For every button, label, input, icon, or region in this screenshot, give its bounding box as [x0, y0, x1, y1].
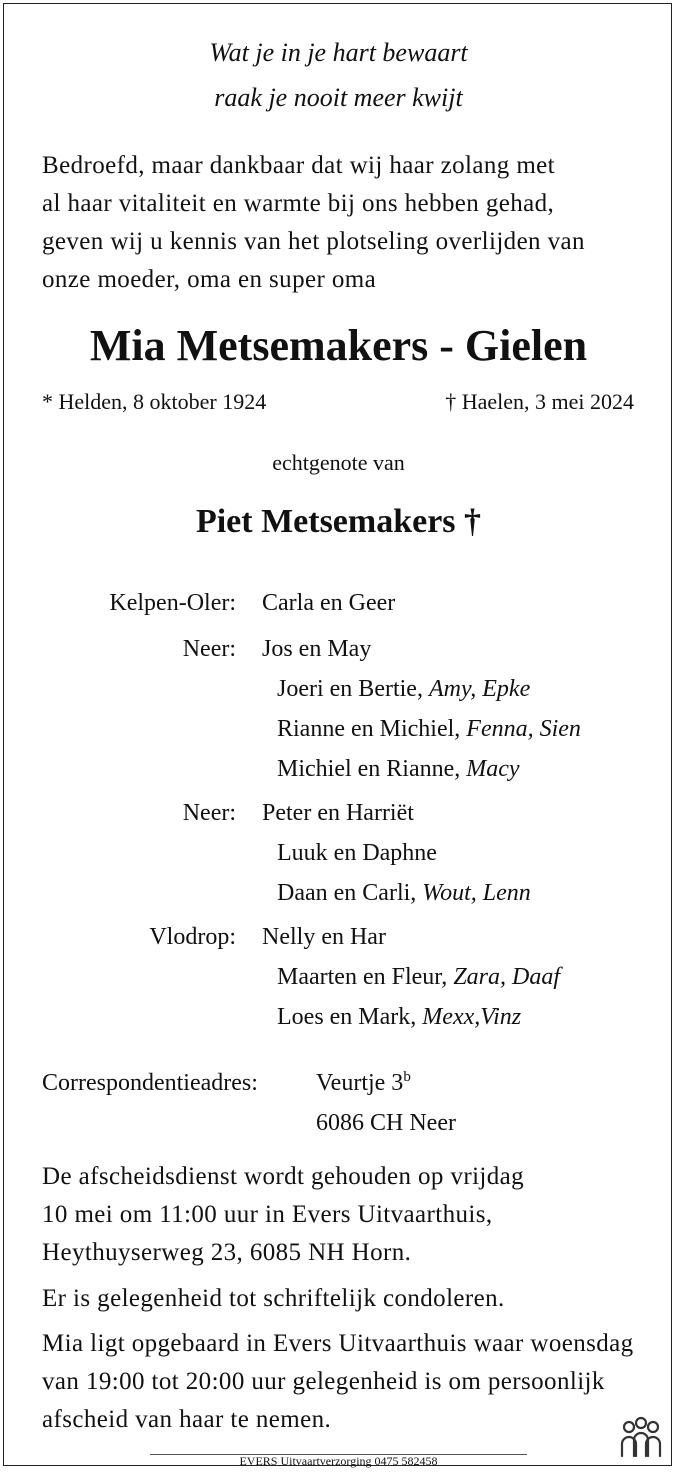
family-place: Kelpen-Oler:	[109, 590, 236, 616]
grandchild-line	[277, 676, 530, 703]
grandchild-line	[277, 1004, 521, 1031]
intro-line-3: geven wij u kennis van het plotseling overlijden van	[42, 228, 585, 255]
viewing-line-2: van 19:00 tot 20:00 uur gelegenheid is om persoonlijk	[42, 1368, 605, 1395]
family-head: Peter en Harriët	[262, 800, 414, 826]
spouse-name: Piet Metsemakers †	[195, 503, 482, 540]
grandchild-names: Rianne en Michiel,	[277, 716, 467, 742]
correspondence-city: 6086 CH Neer	[316, 1110, 456, 1136]
spouse-relation: echtgenote van	[272, 450, 405, 475]
correspondence-street	[316, 1070, 411, 1097]
great-grandchildren: Zara, Daaf	[453, 964, 560, 990]
grandchild-names: Daan en Carli,	[277, 880, 423, 906]
grandchild-line	[277, 756, 520, 783]
great-grandchildren: Fenna, Sien	[466, 716, 581, 742]
deceased-name: Mia Metsemakers - Gielen	[89, 321, 588, 370]
correspondence-label: Correspondentieadres:	[42, 1070, 258, 1096]
grandchild-line	[277, 716, 581, 743]
great-grandchildren: Amy, Epke	[428, 676, 531, 702]
grandchild-names: Luuk en Daphne	[277, 840, 437, 866]
grandchild-names: Joeri en Bertie,	[277, 676, 429, 702]
grandchild-line	[277, 840, 437, 867]
family-place: Vlodrop:	[149, 924, 236, 950]
grandchild-line	[277, 964, 560, 991]
great-grandchildren: Mexx,Vinz	[422, 1004, 522, 1030]
service-line-2: 10 mei om 11:00 uur in Evers Uitvaarthuis,	[42, 1201, 493, 1228]
condolence-text: Er is gelegenheid tot schriftelijk condoleren.	[42, 1285, 505, 1312]
family-head: Nelly en Har	[262, 924, 386, 950]
grandchild-names: Loes en Mark,	[277, 1004, 423, 1030]
grandchild-names: Michiel en Rianne,	[277, 756, 467, 782]
family-place: Neer:	[182, 800, 236, 826]
motto-line-2: raak je nooit meer kwijt	[214, 83, 463, 112]
family-place: Neer:	[182, 636, 236, 662]
service-line-3: Heythuyserweg 23, 6085 NH Horn.	[42, 1239, 412, 1266]
great-grandchildren: Macy	[466, 756, 520, 782]
street-suffix: b	[403, 1069, 411, 1085]
death-info: † Haelen, 3 mei 2024	[445, 389, 634, 414]
people-group-icon	[618, 1414, 664, 1458]
motto-line-1: Wat je in je hart bewaart	[209, 38, 468, 67]
viewing-line-3: afscheid van haar te nemen.	[42, 1406, 332, 1433]
street-name: Veurtje 3	[316, 1070, 404, 1096]
family-head: Carla en Geer	[262, 590, 396, 616]
grandchild-line	[277, 880, 531, 907]
birth-info: * Helden, 8 oktober 1924	[42, 389, 267, 414]
great-grandchildren: Wout, Lenn	[422, 880, 531, 906]
intro-line-1: Bedroefd, maar dankbaar dat wij haar zolang met	[42, 152, 556, 179]
service-line-1: De afscheidsdienst wordt gehouden op vrijdag	[42, 1163, 525, 1190]
intro-line-4: onze moeder, oma en super oma	[42, 266, 377, 293]
family-head: Jos en May	[262, 636, 372, 662]
viewing-line-1: Mia ligt opgebaard in Evers Uitvaarthuis waar woensdag	[42, 1330, 634, 1357]
intro-line-2: al haar vitaliteit en warmte bij ons hebben gehad,	[42, 190, 555, 217]
grandchild-names: Maarten en Fleur,	[277, 964, 454, 990]
footer-text: EVERS Uitvaartverzorging 0475 582458	[239, 1454, 438, 1468]
